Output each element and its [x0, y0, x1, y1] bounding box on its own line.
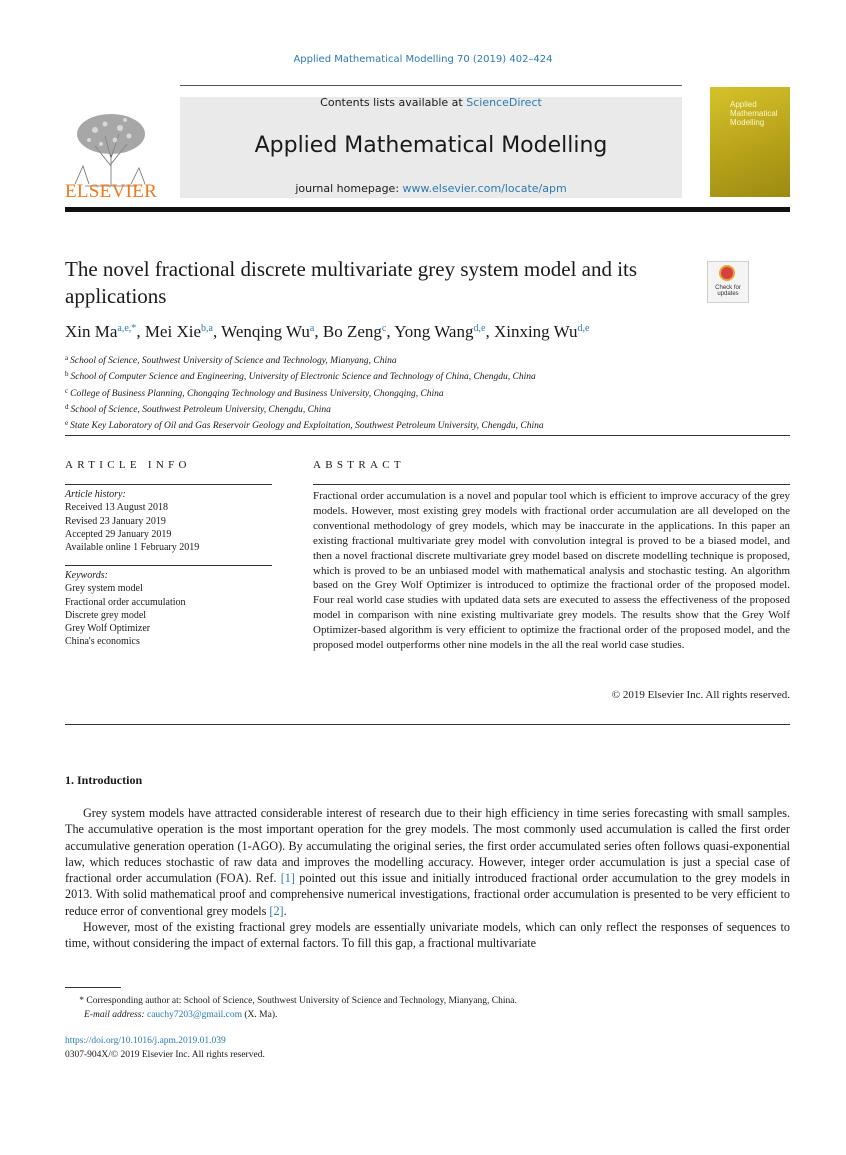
history-label: Article history:: [65, 489, 126, 500]
keyword: Grey system model: [65, 583, 143, 595]
keyword: Grey Wolf Optimizer: [65, 623, 151, 635]
keyword: Discrete grey model: [65, 609, 147, 621]
author: Wenqing Wu$^a$,: [221, 322, 323, 341]
paragraph: However, most of the existing fractional grey models are essentially univariate models, which can only reflect the responses of sequences to time, without considering the impact of external factors. To fill this gap, a fractional multivariate: [65, 920, 790, 951]
journal-title: Applied Mathematical Modelling: [254, 133, 608, 158]
author-list: [65, 322, 785, 342]
homepage-prefix: journal homepage:: [295, 182, 403, 195]
running-head[interactable]: Applied Mathematical Modelling 70 (2019) 402–424: [293, 54, 553, 65]
corresponding-author-note: * Corresponding author at: School of Science, Southwest University of Science and Technology, Mianyang, China.: [79, 996, 517, 1006]
section-divider: [65, 724, 790, 725]
author: Xin $Ma^{a,e,*}$,: [65, 322, 145, 341]
journal-homepage-link[interactable]: www.elsevier.com/locate/apm: [402, 182, 567, 195]
affiliation: $^a$ School of Science, Southwest University of Science and Technology, Mianyang, China: [65, 354, 397, 366]
homepage-line: [180, 182, 682, 195]
author: Yong Wang$^{d,e}$,: [394, 322, 494, 341]
crossmark-icon: [719, 265, 735, 281]
author: Mei Xie$^{b,a}$,: [144, 322, 222, 341]
cover-title: Applied Mathematical Modelling: [730, 100, 778, 127]
doi-link[interactable]: https://doi.org/10.1016/j.apm.2019.01.039: [65, 1036, 226, 1046]
footnote: [65, 994, 790, 1022]
keywords: [65, 569, 275, 649]
email-line: E-mail address: cauchy7203@gmail.com (X. Ma).: [84, 1010, 278, 1020]
citation-link[interactable]: [2]: [269, 903, 284, 918]
keywords-rule: [65, 565, 272, 566]
abstract-body: Fractional order accumulation is a novel and popular tool which is efficient to improve accuracy of the grey models. However, most existing grey models with fractional order accumulation are all developed on the conventional methodology of grey models, which may be inaccurate in the applications. In this paper an existing fractional multivariate grey model with convolution integral is proved to be a biased model, and then a novel fractional discrete multivariate grey model based on discrete modelling technique is proposed, which is proved to be an unbiased model with mathematical analysis and stochastic testing. An algorithm based on the Grey Wolf Optimizer is introduced to optimize the fractional order of the proposed model. Four real world case studies with updated data sets are executed to assess the effectiveness of the proposed model in comparison with nine existing multivariate grey models. The results show that the Grey Wolf Optimizer-based algorithm is very efficient to optimize the fractional order of the proposed model, and the proposed model outperforms other nine models in the all the real world case studies.: [313, 490, 790, 652]
abstract-rule: [313, 484, 790, 485]
history-item: Accepted 29 January 2019: [65, 528, 172, 540]
history-item: Revised 23 January 2019: [65, 515, 166, 527]
paragraph: Grey system models have attracted considerable interest of research due to their high efficiency in time series forecasting with small samples. The accumulative operation is the most important operation for the grey models. The most commonly used accumulation is called the first order accumulative generation operation (1-AGO). By accumulating the original series, the first order accumulated series often follows quasi-exponential law, which reduces stochastic of raw data and improves the modelling accuracy. However, integer order accumulation is just a special case of fractional order accumulation (FOA). Ref. [1] pointed out this issue and initially introduced fractional order accumulation to the grey models in 2013. With solid mathematical proof and comprehensive numerical investigations, fractional order accumulation is presented to be very efficient to reduce error of conventional grey models [2].: [65, 806, 790, 918]
email-link[interactable]: cauchy7203@gmail.com: [146, 1010, 242, 1020]
abstract-heading: ABSTRACT: [313, 459, 405, 471]
article-history: [65, 488, 275, 554]
section-divider: [65, 435, 790, 436]
doi-block: [65, 1034, 790, 1062]
article-title: The novel fractional discrete multivariate grey system model and its applications: [65, 257, 638, 308]
affiliations: [65, 352, 785, 433]
affiliation: $^b$ School of Computer Science and Engineering, University of Electronic Science and Technology of China, Chengdu, China: [65, 370, 536, 383]
history-item: Received 13 August 2018: [65, 502, 169, 514]
author: Xinxing Wu$^{d,e}$: [493, 322, 590, 341]
history-item: Available online 1 February 2019: [65, 542, 200, 554]
keyword: China's economics: [65, 636, 140, 648]
keywords-label: Keywords:: [65, 570, 108, 581]
affiliation: $^c$ College of Business Planning, Chongqing Technology and Business University, Chongqing, China: [65, 386, 444, 399]
header-thick-rule: [65, 207, 790, 212]
affiliation: $^d$ School of Science, Southwest Petroleum University, Chengdu, China: [65, 402, 331, 415]
contents-line: [180, 96, 682, 109]
contents-prefix: Contents lists available at: [320, 96, 467, 109]
author: Bo Zeng$^c$,: [322, 322, 395, 341]
citation-link[interactable]: [1]: [280, 871, 295, 886]
affiliation: $^e$ State Key Laboratory of Oil and Gas Reservoir Geology and Exploitation, Southwest Petroleum University, Chengdu, China: [65, 419, 544, 432]
article-info-heading: ARTICLE INFO: [65, 459, 191, 471]
sciencedirect-link[interactable]: ScienceDirect: [466, 96, 542, 109]
check-for-updates-label: Check for updates: [715, 285, 741, 297]
article-info-rule: [65, 484, 272, 485]
abstract-copyright: © 2019 Elsevier Inc. All rights reserved.: [611, 689, 790, 701]
elsevier-logo-text: ELSEVIER: [65, 181, 158, 202]
issn-line: 0307-904X/© 2019 Elsevier Inc. All rights reserved.: [65, 1050, 265, 1060]
keyword: Fractional order accumulation: [65, 596, 186, 608]
header-top-rule: [180, 85, 682, 86]
footnote-rule: [65, 987, 121, 988]
introduction-body: [65, 805, 790, 952]
section-heading: 1. Introduction: [65, 773, 143, 787]
